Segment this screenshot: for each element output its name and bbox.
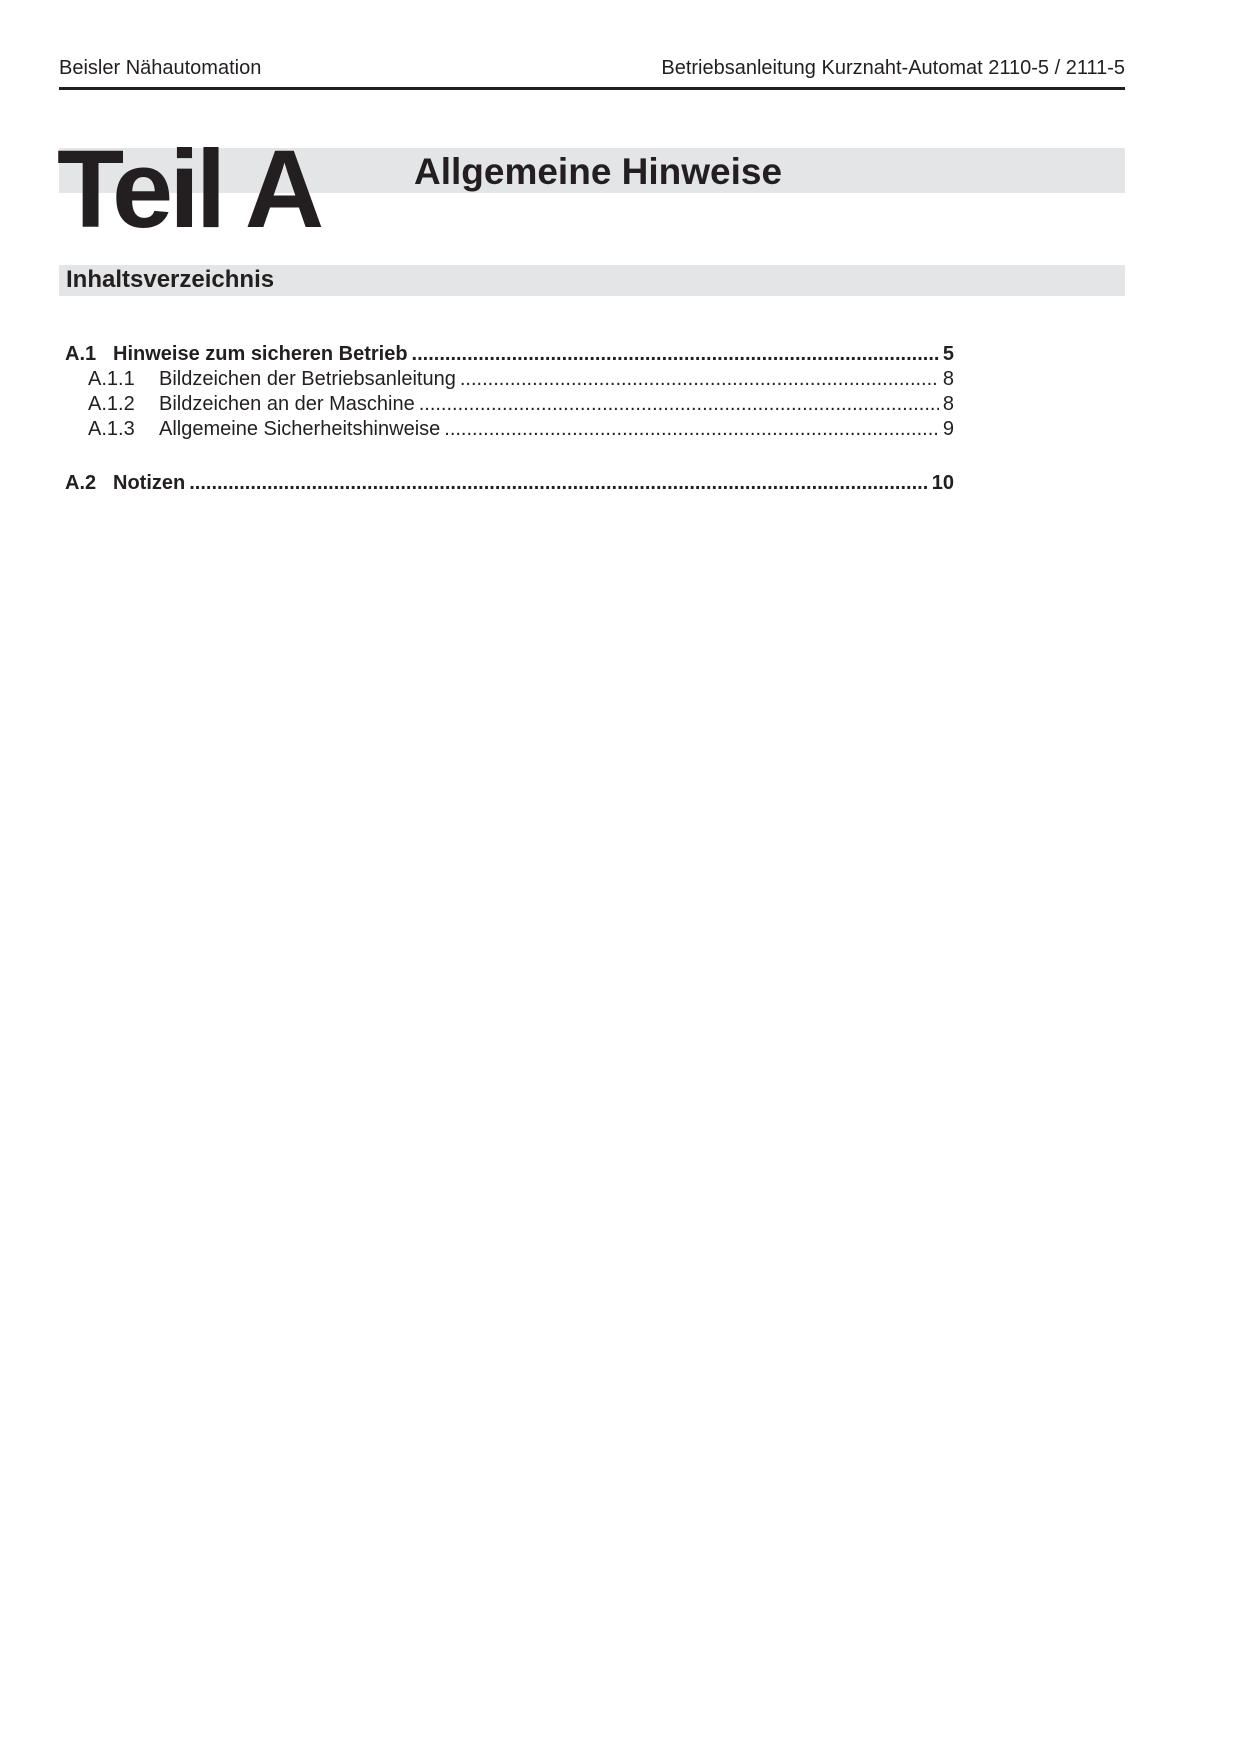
- toc-entry-a1-1[interactable]: [65, 367, 954, 392]
- toc-dot-leader: [189, 471, 928, 496]
- toc-entry-a1[interactable]: [65, 342, 954, 367]
- part-label: Teil A: [57, 128, 321, 251]
- toc-entry-number: A.1.1: [88, 368, 135, 390]
- toc-entry-page: 10: [931, 472, 954, 494]
- toc-entry-number: A.1.3: [88, 418, 135, 440]
- toc-entry-page: 5: [942, 343, 954, 365]
- toc-dot-leader: [444, 417, 939, 442]
- toc-entry-number: A.2: [65, 472, 97, 494]
- toc-heading: Inhaltsverzeichnis: [66, 266, 275, 293]
- toc-entry-title: Notizen: [113, 472, 186, 494]
- table-of-contents: [65, 342, 954, 496]
- toc-entry-title: Allgemeine Sicherheitshinweise: [159, 418, 441, 440]
- toc-entry-number: A.1.2: [88, 393, 135, 415]
- toc-dot-leader: [460, 367, 939, 392]
- header-document-title: Betriebsanleitung Kurznaht-Automat 2110-5 / 2111-5: [661, 57, 1125, 79]
- toc-entry-title: Hinweise zum sicheren Betrieb: [113, 343, 408, 365]
- toc-entry-page: 9: [942, 418, 954, 440]
- toc-dot-leader: [419, 392, 939, 417]
- toc-entry-a1-2[interactable]: [65, 392, 954, 417]
- toc-entry-a2[interactable]: [65, 471, 954, 496]
- toc-entry-title: Bildzeichen an der Maschine: [159, 393, 415, 415]
- part-title: Allgemeine Hinweise: [414, 151, 783, 192]
- toc-entry-title: Bildzeichen der Betriebsanleitung: [159, 368, 456, 390]
- toc-entry-a1-3[interactable]: [65, 417, 954, 442]
- toc-dot-leader: [412, 342, 939, 367]
- header-divider: [59, 87, 1125, 90]
- toc-entry-number: A.1: [65, 343, 97, 365]
- toc-entry-page: 8: [942, 393, 954, 415]
- toc-entry-page: 8: [942, 368, 954, 390]
- header-company: Beisler Nähautomation: [59, 57, 262, 79]
- page-header: [59, 56, 1125, 80]
